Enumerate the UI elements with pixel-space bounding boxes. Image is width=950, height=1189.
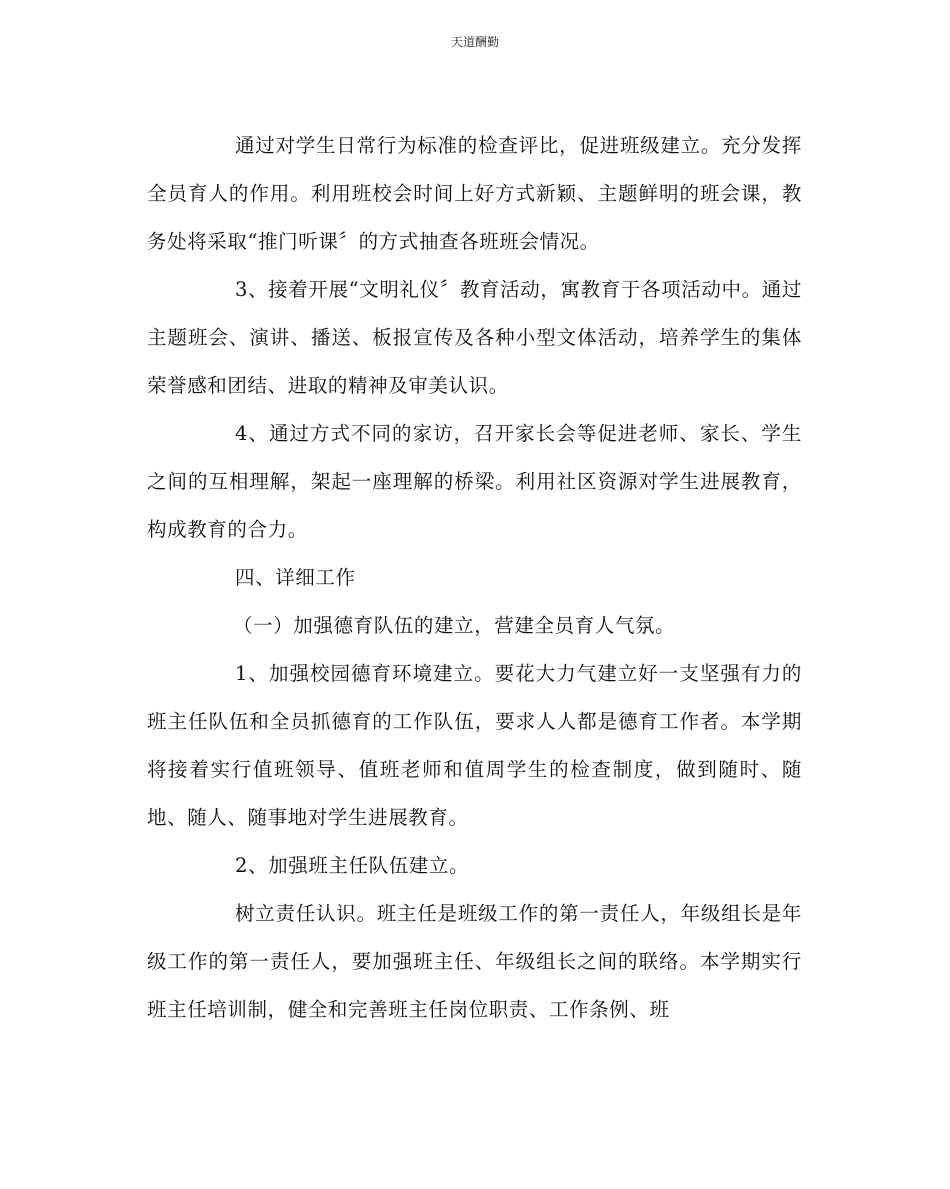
paragraph-class-teacher-team: 2、加强班主任队伍建立。	[235, 854, 470, 877]
paragraph-behavior-evaluation: 通过对学生日常行为标准的检查评比，促进班级建立。充分发挥全员育人的作用。利用班校会时间上好方式新颖、主题鲜明的班会课，教务处将采取“推门听课〞的方式抽查各班班会情况。	[147, 134, 802, 253]
page-header: 天道酬勤	[450, 35, 499, 49]
paragraph-responsibility: 树立责任认识。班主任是班级工作的第一责任人，年级组长是年级工作的第一责任人，要加强班主任、年级组长之间的联络。本学期实行班主任培训制，健全和完善班主任岗位职责、工作条例、班	[147, 902, 802, 1021]
paragraph-campus-environment: 1、加强校园德育环境建立。要花大力气建立好一支坚强有力的班主任队伍和全员抓德育的工作队伍，要求人人都是德育工作者。本学期将接着实行值班领导、值班老师和值周学生的检查制度，做到随时、随地、随人、随事地对学生进展教育。	[147, 662, 802, 829]
section-heading-detailed-work: 四、详细工作	[235, 566, 356, 589]
paragraph-civility-education: 3、接着开展“文明礼仪〞教育活动，寓教育于各项活动中。通过主题班会、演讲、播送、板报宣传及各种小型文体活动，培养学生的集体荣誉感和团结、进取的精神及审美认识。	[147, 278, 802, 397]
paragraph-home-visits: 4、通过方式不同的家访，召开家长会等促进老师、家长、学生之间的互相理解，架起一座理解的桥梁。利用社区资源对学生进展教育，构成教育的合力。	[147, 422, 802, 541]
subsection-heading-moral-team: （一）加强德育队伍的建立，营建全员育人气氛。	[233, 614, 676, 637]
document-body	[147, 122, 802, 1034]
